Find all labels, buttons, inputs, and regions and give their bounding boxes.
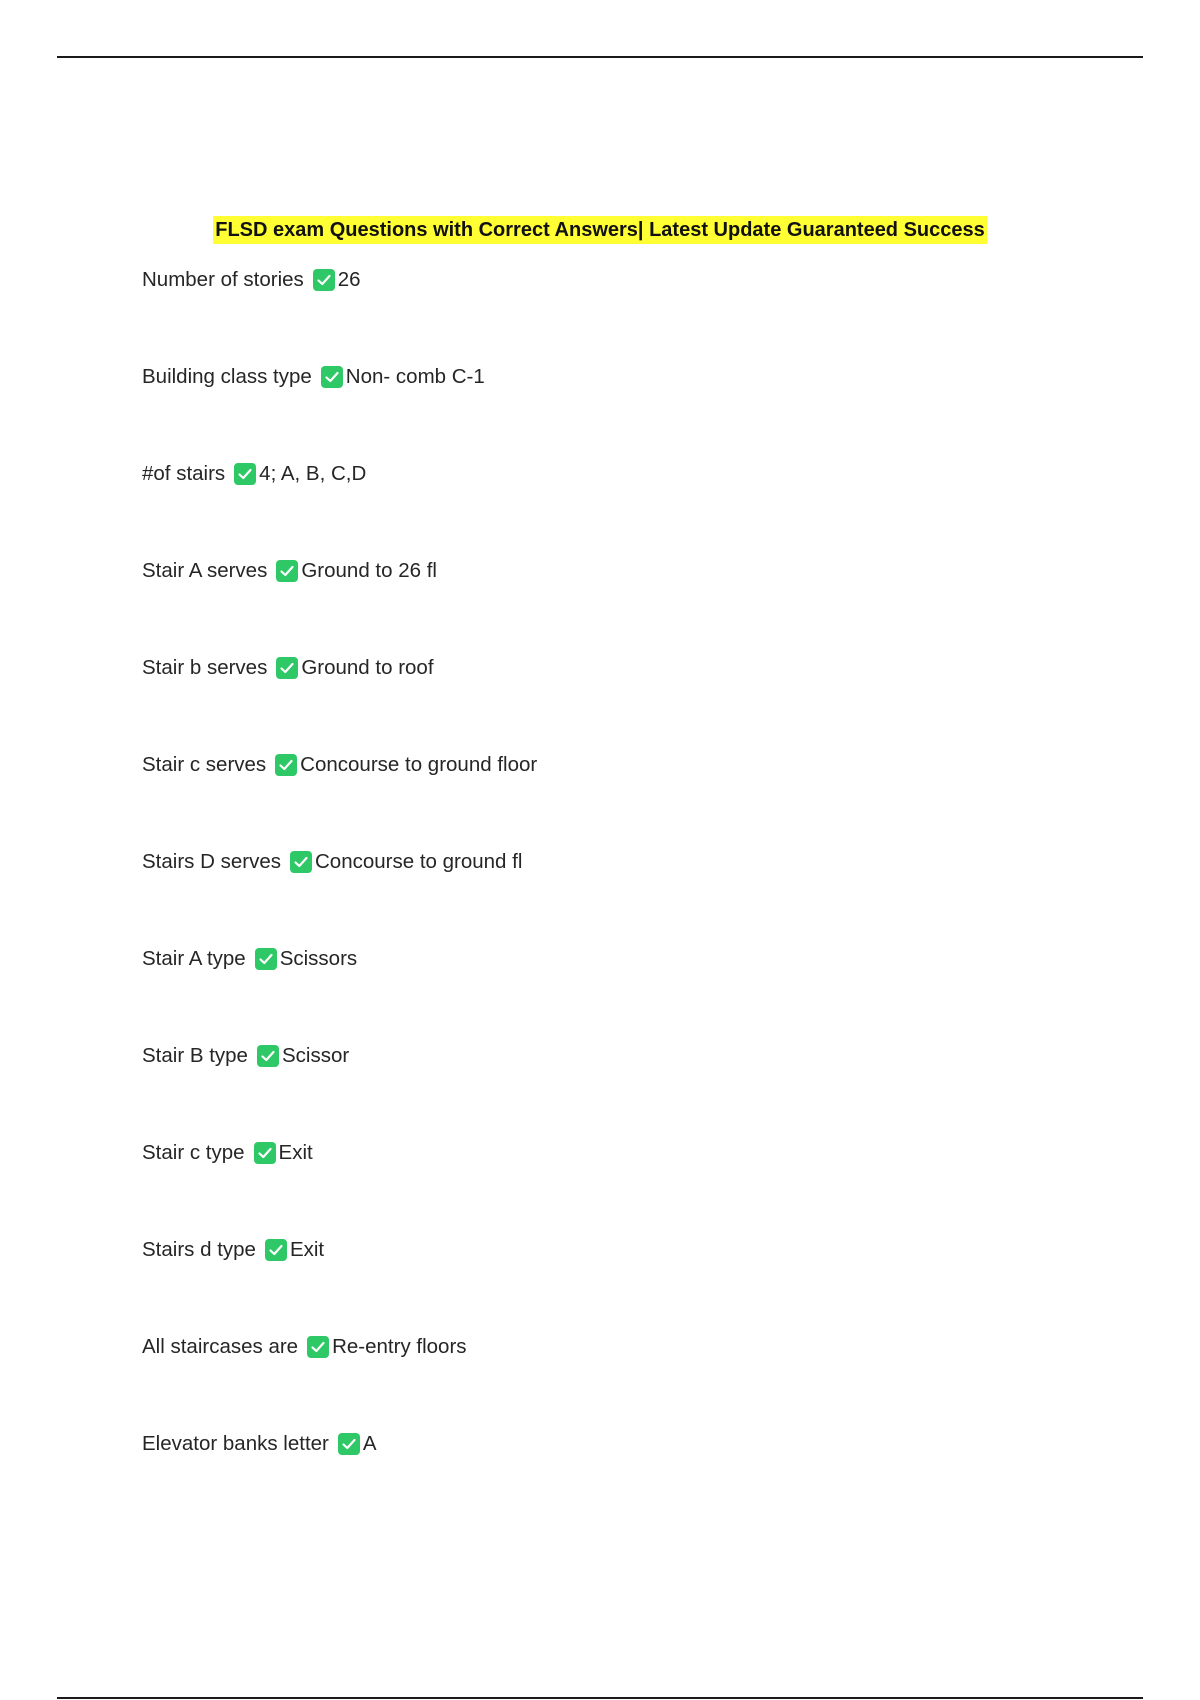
- check-mark-icon: [276, 657, 298, 679]
- question-text: Stairs D serves: [142, 850, 281, 873]
- qa-item: [142, 1429, 537, 1526]
- answer-text: Scissor: [281, 1044, 350, 1067]
- qa-item: [142, 847, 537, 944]
- qa-item: [142, 1138, 537, 1235]
- answer-text: Exit: [278, 1141, 313, 1164]
- qa-list: [142, 265, 537, 1526]
- document-title: FLSD exam Questions with Correct Answers| Latest Update Guaranteed Success: [213, 216, 987, 244]
- check-mark-icon: [313, 269, 335, 291]
- answer-text: 4; A, B, C,D: [259, 462, 367, 485]
- title-container: [0, 216, 1200, 244]
- qa-item: [142, 750, 537, 847]
- check-mark-icon: [290, 851, 312, 873]
- check-mark-icon: [254, 1142, 276, 1164]
- footer-rule: [57, 1697, 1143, 1699]
- answer-text: 26: [337, 268, 361, 291]
- check-mark-icon: [275, 754, 297, 776]
- answer-text: Scissors: [279, 947, 358, 970]
- check-mark-icon: [234, 463, 256, 485]
- question-text: Stair c serves: [142, 753, 267, 776]
- question-text: Stair A serves: [142, 559, 268, 582]
- answer-text: Exit: [289, 1238, 325, 1261]
- question-text: Number of stories: [142, 268, 304, 291]
- check-mark-icon: [265, 1239, 287, 1261]
- question-text: Stairs d type: [142, 1238, 256, 1261]
- check-mark-icon: [321, 366, 343, 388]
- qa-item: [142, 944, 537, 1041]
- answer-text: Concourse to ground floor: [300, 753, 538, 776]
- check-mark-icon: [257, 1045, 279, 1067]
- qa-item: [142, 653, 537, 750]
- check-mark-icon: [307, 1336, 329, 1358]
- qa-item: [142, 556, 537, 653]
- question-text: Stair b serves: [142, 656, 268, 679]
- question-text: All staircases are: [142, 1335, 299, 1358]
- question-text: Stair B type: [142, 1044, 248, 1067]
- answer-text: Re-entry floors: [332, 1335, 467, 1358]
- qa-item: [142, 1041, 537, 1138]
- answer-text: Non- comb C-1: [345, 365, 485, 388]
- question-text: Stair A type: [142, 947, 246, 970]
- check-mark-icon: [338, 1433, 360, 1455]
- question-text: Building class type: [142, 365, 312, 388]
- question-text: Stair c type: [142, 1141, 245, 1164]
- question-text: #of stairs: [142, 462, 226, 485]
- qa-item: [142, 362, 537, 459]
- answer-text: Ground to roof: [301, 656, 434, 679]
- qa-item: [142, 265, 537, 362]
- qa-item: [142, 459, 537, 556]
- check-mark-icon: [255, 948, 277, 970]
- answer-text: Ground to 26 fl: [301, 559, 437, 582]
- answer-text: Concourse to ground fl: [314, 850, 523, 873]
- check-mark-icon: [276, 560, 298, 582]
- question-text: Elevator banks letter: [142, 1432, 329, 1455]
- header-rule: [57, 56, 1143, 58]
- qa-item: [142, 1235, 537, 1332]
- answer-text: A: [362, 1432, 377, 1455]
- qa-item: [142, 1332, 537, 1429]
